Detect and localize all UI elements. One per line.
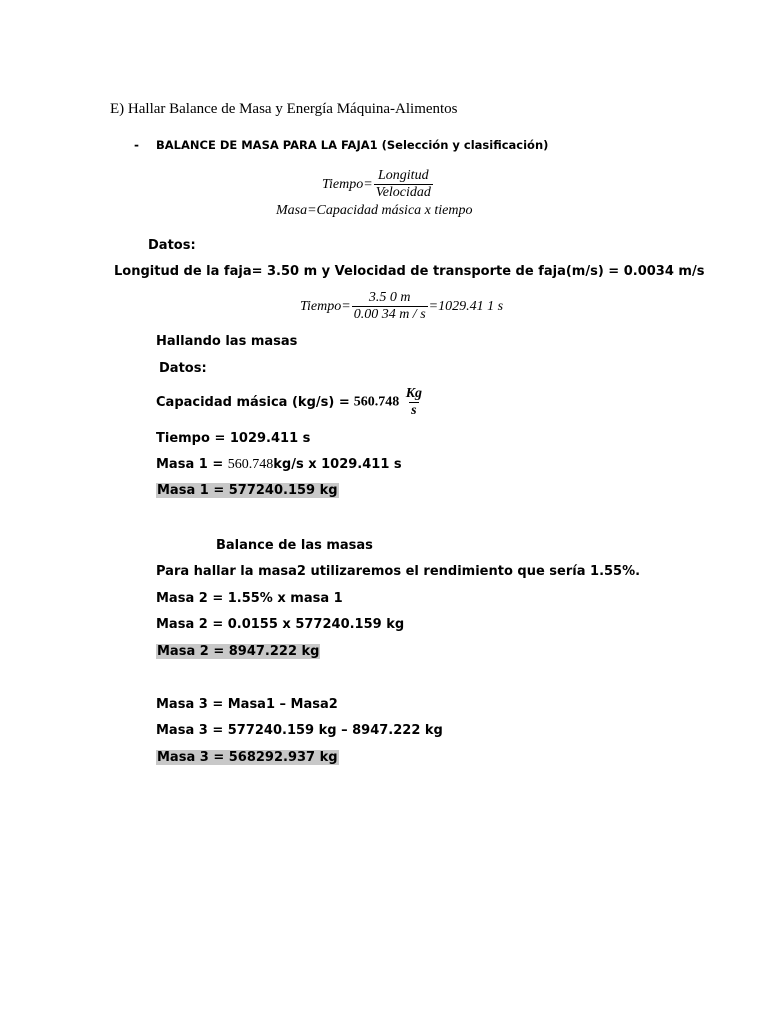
formula-masa: Masa=Capacidad másica x tiempo (276, 203, 473, 218)
capacidad-label: Capacidad másica (kg/s) = (156, 395, 350, 410)
formula-calc-lhs: Tiempo= (300, 298, 351, 314)
masa2-substitution-line: Masa 2 = 0.0155 x 577240.159 kg (156, 617, 405, 632)
capacidad-unit-fraction (404, 386, 424, 419)
para-hallar-line: Para hallar la masa2 utilizaremos el rendimiento que sería 1.55%. (156, 564, 641, 579)
formula-tiempo-denominator: Velocidad (375, 185, 431, 200)
masa2-formula-line: Masa 2 = 1.55% x masa 1 (156, 591, 343, 606)
bullet-title: BALANCE DE MASA PARA LA FAJA1 (Selección y clasificación) (156, 138, 549, 152)
formula-tiempo-calculation (300, 290, 503, 323)
bullet-dash: - (134, 138, 139, 152)
masa1-prefix: Masa 1 = (156, 457, 228, 472)
formula-tiempo-numerator: Longitud (378, 168, 429, 183)
capacidad-expression (354, 386, 425, 419)
masa3-substitution-line: Masa 3 = 577240.159 kg – 8947.222 kg (156, 723, 443, 738)
formula-calc-numerator: 3.5 0 m (368, 290, 411, 305)
formula-tiempo-fraction (374, 168, 433, 201)
capacidad-value: 560.748 (353, 394, 400, 410)
longitud-velocidad-line: Longitud de la faja= 3.50 m y Velocidad de transporte de faja(m/s) = 0.0034 m/s (114, 264, 705, 279)
formula-calc-result: =1029.41 1 s (428, 298, 504, 314)
masa2-result-highlight: Masa 2 = 8947.222 kg (157, 644, 320, 659)
masa3-result-highlight: Masa 3 = 568292.937 kg (157, 750, 338, 765)
masa1-value: 560.748 (227, 457, 274, 472)
capacidad-masica-line (156, 386, 425, 419)
datos-label-2: Datos: (159, 361, 207, 376)
formula-calc-denominator: 0.00 34 m / s (353, 307, 426, 322)
masa1-suffix: kg/s x 1029.411 s (273, 457, 402, 472)
formula-tiempo (322, 168, 434, 201)
tiempo-line: Tiempo = 1029.411 s (156, 431, 311, 446)
hallando-heading: Hallando las masas (156, 334, 298, 349)
masa1-line (156, 457, 402, 473)
capacidad-unit-numerator: Kg (405, 386, 423, 401)
masa3-formula-line: Masa 3 = Masa1 – Masa2 (156, 697, 338, 712)
formula-tiempo-lhs: Tiempo= (322, 176, 373, 192)
section-heading: E) Hallar Balance de Masa y Energía Máquina-Alimentos (110, 101, 458, 117)
formula-calc-fraction (352, 290, 428, 323)
masa1-result-highlight: Masa 1 = 577240.159 kg (157, 483, 338, 498)
balance-masas-heading: Balance de las masas (216, 538, 373, 553)
capacidad-unit-denominator: s (411, 403, 417, 418)
datos-label: Datos: (148, 238, 196, 253)
